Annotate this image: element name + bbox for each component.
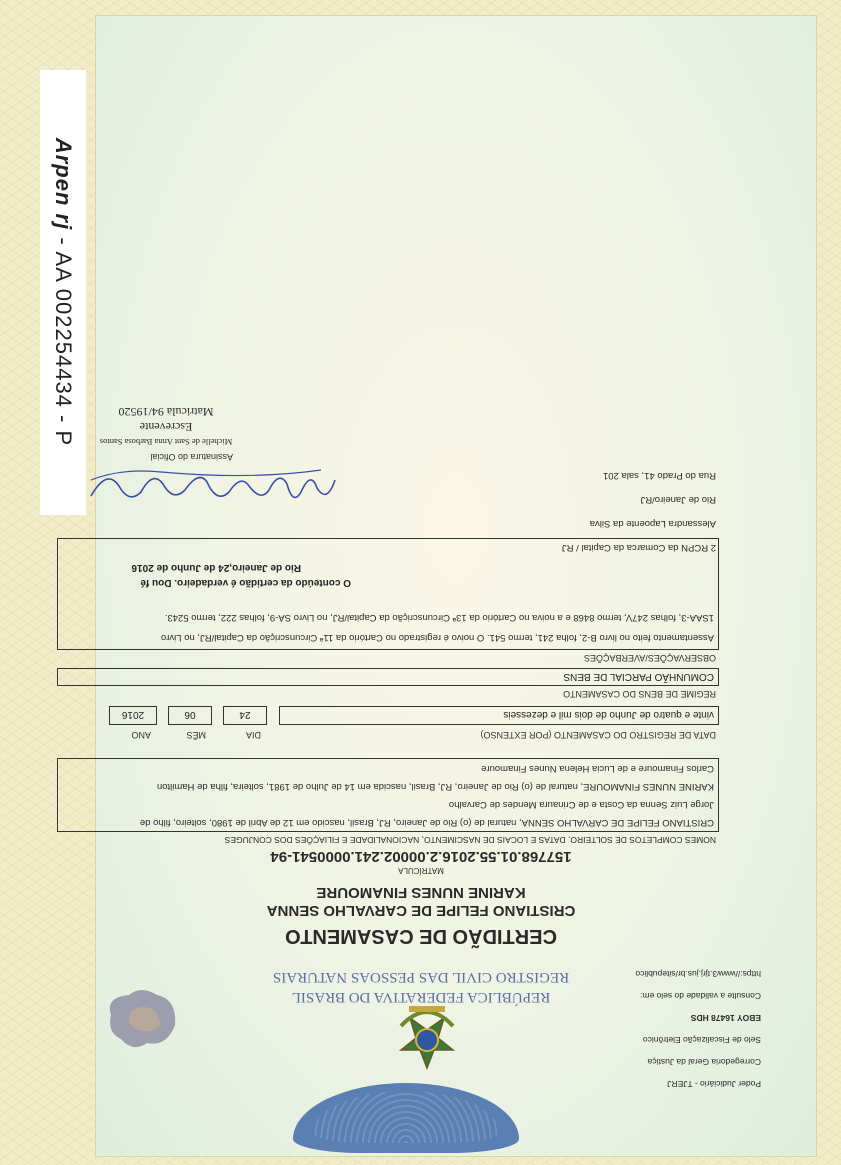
- place-and-date: Rio de Janeiro,24 de Junho de 2016: [131, 562, 301, 573]
- registration-month: 06: [168, 706, 212, 725]
- seal-info-line: Selo de Fiscalização Eletrônico: [642, 1035, 761, 1045]
- seal-code: EBOY 16478 HDS: [690, 1013, 761, 1023]
- seal-info-line: Consulte a validade do selo em:: [640, 991, 761, 1001]
- clerk-name: Michelle de Sant Anna Barbosa Santos: [99, 437, 233, 447]
- seal-info: [635, 963, 761, 1095]
- matricula-number: 157768.01.55.2016.2.00002.241.0000541-94: [270, 848, 572, 865]
- names-line: KARINE NUNES FINAMOURE, natural de (o) Rio de Janeiro, RJ, Brasil, nascida em 14 de Julho de 1981, solteira, filha de Hamilton: [156, 781, 714, 792]
- names-section-label: NOMES COMPLETOS DE SOLTEIRO, DATAS E LOCAIS DE NASCIMENTO, NACIONALIDADE E FILIAÇÕES DOS CONJUGES: [224, 835, 716, 845]
- names-line: Carlos Finamoure e de Lucia Helena Nunes Finamoure: [481, 763, 714, 774]
- names-line: Jorge Luiz Senna da Costa e de Crinaura Mendes de Carvalho: [448, 799, 714, 810]
- spouse-name-2: KARINE NUNES FINAMOURE: [316, 884, 526, 901]
- office-address: Rua do Prado 41, sala 201: [602, 470, 716, 481]
- seal-info-line: Poder Judiciário - TJERJ: [667, 1079, 761, 1089]
- document-serial: - AA 002254434 - P: [51, 230, 76, 447]
- names-line: CRISTIANO FELIPE DE CARVALHO SENNA, natural de (o) Rio de Janeiro, RJ, Brasil, nascido em 12 de Abril de 1980, solteiro, filho de: [139, 817, 714, 828]
- year-label: ANO: [131, 730, 151, 740]
- property-regime-label: REGIME DE BENS DO CASAMENTO: [563, 689, 716, 699]
- registry-office: 2 RCPN da Comarca da Capital / RJ: [561, 542, 716, 553]
- brazil-coat-of-arms-icon: [395, 998, 459, 1070]
- registry-office-info: [562, 463, 716, 559]
- day-label: DIA: [245, 730, 261, 740]
- signature-label: Assinatura do Oficial: [150, 452, 233, 462]
- seal-info-link: https://www3.tjrj.jus.br/sitepublico: [635, 969, 761, 979]
- month-label: MÊS: [186, 730, 206, 740]
- property-regime-value: COMUNHÃO PARCIAL DE BENS: [57, 668, 719, 686]
- registry-heading: REGISTRO CIVIL DAS PESSOAS NATURAIS: [272, 969, 570, 985]
- spouse-name-1: CRISTIANO FELIPE DE CARVALHO SENNA: [266, 902, 576, 919]
- clerk-role: Escrevente: [139, 420, 193, 434]
- registration-year: 2016: [109, 706, 157, 725]
- observations-line: Assentamento feito no livro B-2, folha 241, termo 541. O noivo é registrado no Cartório da 11ª Circunscrição da Capital/RJ, no Livro: [160, 632, 714, 643]
- truth-statement: O conteúdo da certidão é verdadeiro. Dou fé: [140, 577, 351, 588]
- names-box: [57, 758, 719, 832]
- observations-line: 1SAA-3, folhas 247V, termo 8468 e a noiva no Cartório da 13ª Circunscrição da Capital/RJ, no Livro SA-9, folhas 222, termo 5243.: [164, 612, 714, 623]
- registration-date-text: vinte e quatro de Junho de dois mil e dezesseis: [279, 706, 719, 725]
- officer-name: Alessandra Lapoente da Silva: [589, 518, 716, 529]
- stamp-mark-icon: [101, 985, 181, 1055]
- republic-heading: REPÚBLICA FEDERATIVA DO BRASIL: [291, 989, 551, 1005]
- arpen-brand: Arpen rj: [51, 137, 76, 231]
- matricula-label: MATRÍCULA: [398, 866, 444, 875]
- handwritten-signature: [81, 460, 341, 510]
- clerk-registration: Matricula 94/19520: [118, 405, 214, 419]
- document-title: CERTIDÃO DE CASAMENTO: [285, 925, 557, 947]
- clerk-stamp: [91, 404, 241, 449]
- registration-date-label: DATA DE REGISTRO DO CASAMENTO (POR EXTENSO): [480, 730, 716, 740]
- registration-day: 24: [223, 706, 267, 725]
- office-city: Rio de Janeiro/RJ: [640, 494, 716, 505]
- observations-label: OBSERVAÇÕES/AVERBAÇÕES: [583, 653, 716, 663]
- seal-info-line: Corregedoria Geral da Justiça: [647, 1057, 761, 1067]
